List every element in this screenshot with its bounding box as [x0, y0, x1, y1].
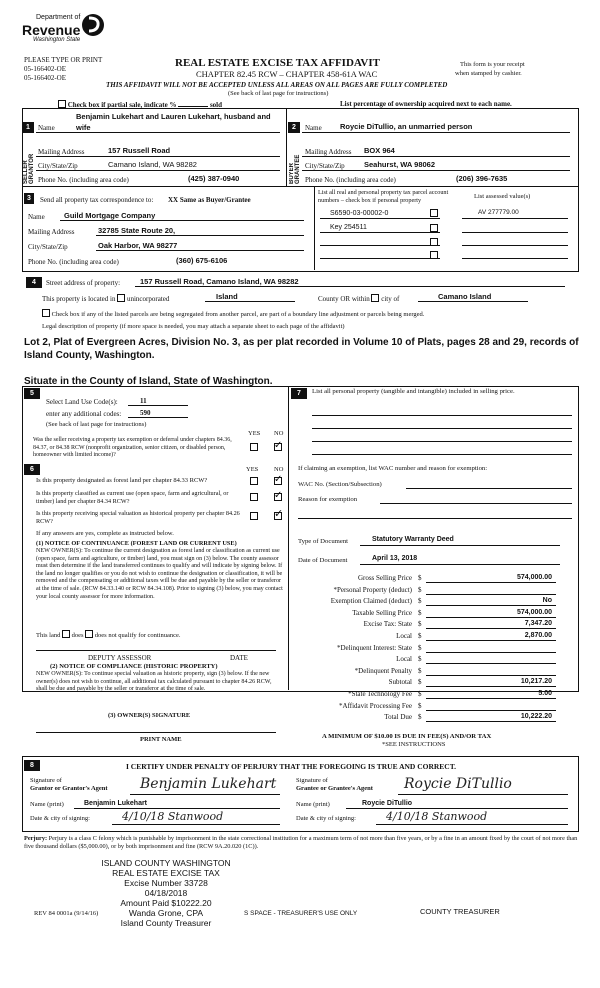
document-date-label: Date of Document — [298, 557, 348, 564]
section-1-number: 1 — [22, 122, 34, 133]
minimum-due-note: A MINIMUM OF $10.00 IS DUE IN FEE(S) AND/OR TAX — [322, 733, 492, 740]
tax-row-currency: $ — [418, 713, 422, 722]
tax-row-label: *State Technology Fee — [348, 690, 412, 698]
tax-row-currency: $ — [418, 597, 422, 606]
assessed-header: List assessed value(s) — [474, 193, 531, 200]
personal-property-label: List all personal property (tangible and intangible) included in selling price. — [312, 388, 515, 395]
see-back-note: (See back of last page for instructions) — [228, 90, 329, 97]
county-treasurer-label: COUNTY TREASURER — [420, 907, 500, 916]
treasurer-stamp — [96, 858, 236, 928]
county-or-label: County OR within — [318, 295, 370, 303]
legal-description-label: Legal description of property (if more space is needed, you may attach a separate sheet to each page of the affidavit) — [42, 323, 345, 330]
current-use-yes-checkbox[interactable] — [250, 493, 258, 502]
grantee-sig-label-1: Signature of — [296, 777, 328, 784]
land-use-see-back: (See back of last page for instructions) — [46, 421, 147, 428]
seller-phone-value[interactable]: (425) 387-0940 — [188, 174, 240, 183]
stamp-line-6: Wanda Grone, CPA — [128, 908, 204, 918]
forest-no-checkbox[interactable]: ✓ — [274, 474, 283, 485]
seller-city-value[interactable]: Camano Island, WA 98282 — [108, 160, 197, 169]
grantor-name-print-label: Name (print) — [30, 801, 64, 808]
historic-yes-checkbox[interactable] — [250, 512, 258, 521]
grantor-signature-label — [30, 777, 108, 793]
corr-city-label: City/State/Zip — [28, 243, 68, 251]
perjury-text: Perjury is a class C felony which is punishable by imprisonment in the state correctional institution for a maximum term of not more than five years, or by a fine in an amount fixed by the court of not more than five thousand dollars ($5,000.00), or by both imprisonment and fine (RCW 9A.20.020 (1C)). — [24, 835, 578, 850]
form-chapter: CHAPTER 82.45 RCW – CHAPTER 458-61A WAC — [196, 69, 378, 79]
seller-grantor-side-label: SELLER GRANTOR — [23, 153, 35, 184]
seller-mailing-value[interactable]: 157 Russell Road — [108, 146, 171, 155]
county-or-row — [318, 294, 399, 303]
grantee-date-city-label: Date & city of signing: — [296, 815, 356, 822]
buyer-mailing-label: Mailing Address — [305, 148, 352, 156]
tax-row-value[interactable]: No — [542, 597, 552, 605]
historic-question: Is this property receiving special valuation as historical property per chapter 84.26 RCW? — [36, 510, 240, 525]
form-number-2: 05-166402-OE — [24, 74, 66, 82]
grantee-name-print[interactable]: Roycie DiTullio — [362, 800, 413, 807]
notice-compliance-title: (2) NOTICE OF COMPLIANCE (HISTORIC PROPERTY) — [50, 663, 218, 670]
historic-no-checkbox[interactable]: ✓ — [274, 508, 284, 520]
grantor-name-print[interactable]: Benjamin Lukehart — [84, 800, 148, 807]
dept-of-label: Department of — [36, 14, 81, 21]
does-not-label: does not qualify for continuance. — [94, 632, 181, 639]
does-checkbox[interactable] — [62, 630, 70, 638]
seller-name-label: Name — [38, 124, 55, 132]
segregated-label: Check box if any of the listed parcels are being segregated from another parcel, are part of a boundary line adjustment or parcels being merged. — [51, 311, 425, 318]
document-date-value[interactable]: April 13, 2018 — [372, 555, 418, 562]
partial-sale-checkbox[interactable] — [58, 100, 66, 108]
s6-yes-header: YES — [246, 466, 259, 473]
sold-label: sold — [209, 101, 223, 109]
buyer-name-label: Name — [305, 124, 322, 132]
tax-row-value[interactable]: 2,870.00 — [524, 632, 552, 639]
situate-text[interactable]: Situate in the County of Island, State of Washington. — [24, 376, 273, 387]
reason-exemption-label: Reason for exemption — [298, 496, 358, 503]
completion-warning: THIS AFFIDAVIT WILL NOT BE ACCEPTED UNLESS ALL AREAS ON ALL PAGES ARE FULLY COMPLETED — [106, 81, 448, 89]
tax-row-currency: $ — [418, 585, 422, 594]
corr-phone-value[interactable]: (360) 675-6106 — [176, 256, 228, 265]
city-value[interactable]: Camano Island — [438, 292, 492, 301]
form-number-1: 05-166402-OE — [24, 65, 66, 73]
section-8-number: 8 — [24, 760, 40, 771]
tax-row-currency: $ — [418, 690, 422, 698]
notice-continuance-title: (1) NOTICE OF CONTINUANCE (FOREST LAND OR CURRENT USE) — [36, 540, 237, 547]
tax-row-label: Total Due — [384, 713, 412, 722]
tax-row-label: Taxable Selling Price — [352, 608, 412, 617]
section-6-number: 6 — [24, 464, 40, 475]
treasurer-use-only: S SPACE - TREASURER'S USE ONLY — [244, 910, 358, 917]
if-yes-instruction: If any answers are yes, complete as instructed below. — [36, 530, 174, 537]
tax-row-value[interactable]: 574,000.00 — [516, 608, 552, 616]
tax-row-currency: $ — [418, 701, 422, 710]
current-use-question: Is this property classified as current use (open space, farm and agricultural, or timber) land per chapter 84.34 RCW? — [36, 490, 229, 505]
additional-codes-value[interactable]: 590 — [140, 409, 151, 417]
legal-description-value[interactable]: Lot 2, Plat of Evergreen Acres, Division No. 3, as per plat recorded in Volume 10 of Plats, pages 28 and 29, records of Island County, Washington. — [24, 337, 579, 361]
seller-phone-label: Phone No. (including area code) — [38, 176, 129, 184]
deputy-assessor-label: DEPUTY ASSESSOR — [88, 654, 152, 662]
s5-yes-checkbox[interactable] — [250, 443, 258, 452]
segregated-checkbox[interactable] — [42, 309, 50, 317]
owner-signature-label: (3) OWNER(S) SIGNATURE — [108, 712, 191, 719]
tax-row-value[interactable]: 10,222.20 — [520, 713, 552, 721]
unincorporated-label: unincorporated — [126, 295, 170, 303]
tax-row-label: Subtotal — [388, 678, 412, 687]
parcel-2-value[interactable]: Key 254511 — [330, 224, 367, 231]
does-label: does — [71, 632, 84, 639]
tax-row-label: Gross Selling Price — [357, 574, 412, 582]
corr-city-value[interactable]: Oak Harbor, WA 98277 — [98, 241, 178, 250]
tax-row-value[interactable]: 574,000.00 — [516, 574, 552, 581]
seller-name-value[interactable]: Benjamin Lukehart and Lauren Lukehart, husband and wife — [76, 112, 271, 132]
type-or-print-note: PLEASE TYPE OR PRINT — [24, 56, 103, 64]
buyer-phone-label: Phone No. (including area code) — [305, 176, 396, 184]
partial-sale-label: Check box if partial sale, indicate % — [67, 101, 177, 109]
tax-row-label: *Personal Property (deduct) — [333, 585, 412, 594]
document-type-value[interactable]: Statutory Warranty Deed — [372, 536, 454, 543]
buyer-mailing-value[interactable]: BOX 964 — [364, 146, 395, 155]
seller-city-label: City/State/Zip — [38, 162, 78, 170]
street-address-value[interactable]: 157 Russell Road, Camano Island, WA 98282 — [140, 277, 299, 286]
does-not-checkbox[interactable] — [85, 630, 93, 638]
tax-row-value[interactable]: 5.00 — [538, 690, 552, 697]
perjury-label: Perjury: — [24, 835, 48, 842]
tax-row-label: *Delinquent Interest: State — [336, 643, 412, 652]
grantor-sig-label-1: Signature of — [30, 777, 62, 784]
corr-mailing-label: Mailing Address — [28, 228, 75, 236]
parcel-1-value[interactable]: S6590-03-00002-0 — [330, 210, 389, 217]
assessed-1-value[interactable]: AV 277779.00 — [478, 209, 519, 216]
buyer-city-label: City/State/Zip — [305, 162, 345, 170]
s6-no-header: NO — [274, 466, 284, 473]
tax-row-currency: $ — [418, 620, 422, 629]
forest-yes-checkbox[interactable] — [250, 477, 258, 486]
tax-row-currency: $ — [418, 666, 422, 675]
located-in-row — [42, 294, 169, 303]
section-3-number: 3 — [24, 193, 34, 204]
grantor-signature[interactable]: Benjamin Lukehart — [140, 776, 277, 792]
stamp-line-7: Island County Treasurer — [120, 918, 212, 928]
grantor-date-city[interactable]: 4/10/18 Stanwood — [122, 810, 224, 823]
stamp-line-1: ISLAND COUNTY WASHINGTON — [101, 858, 231, 868]
grantee-signature[interactable]: Roycie DiTullio — [404, 776, 512, 792]
tax-row-currency: $ — [418, 678, 422, 687]
tax-row-label: Local — [396, 655, 412, 664]
buyer-city-value[interactable]: Seahurst, WA 98062 — [364, 160, 436, 169]
grantee-signature-label — [296, 777, 373, 793]
ownership-note: List percentage of ownership acquired next to each name. — [340, 100, 512, 108]
forest-land-question: Is this property designated as forest land per chapter 84.33 RCW? — [36, 477, 208, 484]
buyer-name-value[interactable]: Roycie DiTullio, an unmarried person — [340, 122, 473, 131]
this-land-label: This land — [36, 632, 61, 639]
tax-row-currency: $ — [418, 643, 422, 652]
tax-row-label: *Affidavit Processing Fee — [339, 701, 412, 710]
tax-row-currency: $ — [418, 632, 422, 640]
tax-row-label: Excise Tax: State — [363, 620, 412, 629]
tax-row-value[interactable]: 7,347.20 — [524, 620, 552, 628]
section-4-number: 4 — [26, 277, 42, 288]
section-5-number: 5 — [24, 388, 40, 399]
exemption-claim-label: If claiming an exemption, list WAC number and reason for exemption: — [298, 465, 488, 472]
grantee-name-print-label: Name (print) — [296, 801, 330, 808]
see-instructions-note: *SEE INSTRUCTIONS — [382, 741, 446, 748]
document-type-label: Type of Document — [298, 538, 349, 545]
city-of-checkbox[interactable] — [371, 294, 379, 302]
notice-continuance-text: NEW OWNER(S): To continue the current designation as forest land or classification as current use (open space, farm and agriculture, or timber) land, you must sign on (3) below. The county assessor must then determine if the land transferred continues to qualify and will indicate by signing below. If the land no longer qualifies or you do not wish to continue the designation or classification, it will be removed and the compensating or additional taxes will be due and payable by the seller or transferor at the time of sale. (RCW 84.33.140 or RCW 84.34.108). Prior to signing (3) below, you may contact your local county assessor for more information. — [36, 548, 283, 600]
revenue-logo-icon — [80, 12, 106, 38]
notice-compliance-text: NEW OWNER(S): To continue special valuation as historic property, sign (3) below. If the new owner(s) does not wish to continue, all additional tax calculated pursuant to chapter 84.26 RCW, shall be due and payable by the seller or transferor at the time of sale. — [36, 671, 272, 693]
tax-row-label: Local — [396, 632, 412, 640]
buyer-grantee-side-label: BUYER GRANTEE — [289, 154, 301, 184]
tax-row-label: Exemption Claimed (deduct) — [330, 597, 412, 606]
revenue-label: Revenue — [22, 22, 81, 38]
tax-corr-same-as[interactable]: XX Same as Buyer/Grantee — [168, 196, 251, 204]
stamp-line-5: Amount Paid $10222.20 — [120, 898, 212, 908]
stamp-line-4: 04/18/2018 — [144, 888, 188, 898]
certify-statement: I CERTIFY UNDER PENALTY OF PERJURY THAT THE FOREGOING IS TRUE AND CORRECT. — [126, 762, 457, 771]
exemption-question: Was the seller receiving a property tax exemption or deferral under chapters 84.36, 84.37, or 84.38 RCW (nonprofit organization, senior citizen, or disabled person, homeowner with limited income)? — [33, 437, 232, 458]
parcels-header: List all real and personal property tax parcel account numbers – check box if personal property — [318, 189, 449, 204]
tax-corr-label: Send all property tax correspondence to: — [40, 196, 154, 204]
seller-mailing-label: Mailing Address — [38, 148, 85, 156]
print-name-label: PRINT NAME — [140, 736, 182, 743]
grantee-sig-label-2: Grantee or Grantee's Agent — [296, 785, 373, 792]
segregated-row — [42, 309, 424, 318]
grantor-date-city-label: Date & city of signing: — [30, 815, 90, 822]
grantee-date-city[interactable]: 4/10/18 Stanwood — [386, 810, 488, 823]
deputy-date-label: DATE — [230, 654, 248, 662]
corr-phone-label: Phone No. (including area code) — [28, 258, 119, 266]
s5-no-header: NO — [274, 430, 284, 437]
corr-mailing-value[interactable]: 32785 State Route 20, — [98, 226, 176, 235]
qualify-row — [36, 630, 181, 639]
street-address-label: Street address of property: — [46, 279, 121, 287]
buyer-phone-value[interactable]: (206) 396-7635 — [456, 174, 508, 183]
tax-row-currency: $ — [418, 655, 422, 664]
corr-name-label: Name — [28, 213, 45, 221]
parcel-1-checkbox[interactable] — [430, 209, 438, 218]
stamp-line-2: REAL ESTATE EXCISE TAX — [112, 868, 220, 878]
tax-row-value[interactable]: 10,217.20 — [520, 678, 552, 686]
grantor-sig-label-2: Grantor or Grantor's Agent — [30, 785, 108, 792]
s5-no-checkbox[interactable]: ✓ — [274, 440, 283, 451]
land-use-label: Select Land Use Code(s): — [46, 398, 118, 406]
land-use-value[interactable]: 11 — [140, 397, 147, 405]
form-title: REAL ESTATE EXCISE TAX AFFIDAVIT — [175, 57, 380, 69]
section-7-number: 7 — [291, 388, 307, 399]
perjury-notice — [24, 835, 578, 851]
revision-number: REV 84 0001a (9/14/16) — [34, 910, 99, 917]
tax-row-currency: $ — [418, 574, 422, 582]
washington-state-label: Washington State — [33, 37, 81, 43]
wac-number-label: WAC No. (Section/Subsection) — [298, 481, 382, 488]
tax-row-label: *Delinquent Penalty — [354, 666, 412, 675]
county-value[interactable]: Island — [216, 292, 238, 301]
city-of-label: city of — [381, 295, 400, 303]
current-use-no-checkbox[interactable]: ✓ — [274, 490, 283, 501]
tax-row-currency: $ — [418, 608, 422, 617]
receipt-note-2: when stamped by cashier. — [455, 70, 522, 77]
corr-name-value[interactable]: Guild Mortgage Company — [64, 211, 156, 220]
receipt-note-1: This form is your receipt — [460, 61, 525, 68]
stamp-line-3: Excise Number 33728 — [124, 878, 208, 888]
additional-codes-label: enter any additional codes: — [46, 410, 122, 418]
located-in-label: This property is located in — [42, 295, 116, 303]
section-2-number: 2 — [288, 122, 300, 133]
s5-yes-header: YES — [248, 430, 261, 437]
unincorporated-checkbox[interactable] — [117, 294, 125, 302]
